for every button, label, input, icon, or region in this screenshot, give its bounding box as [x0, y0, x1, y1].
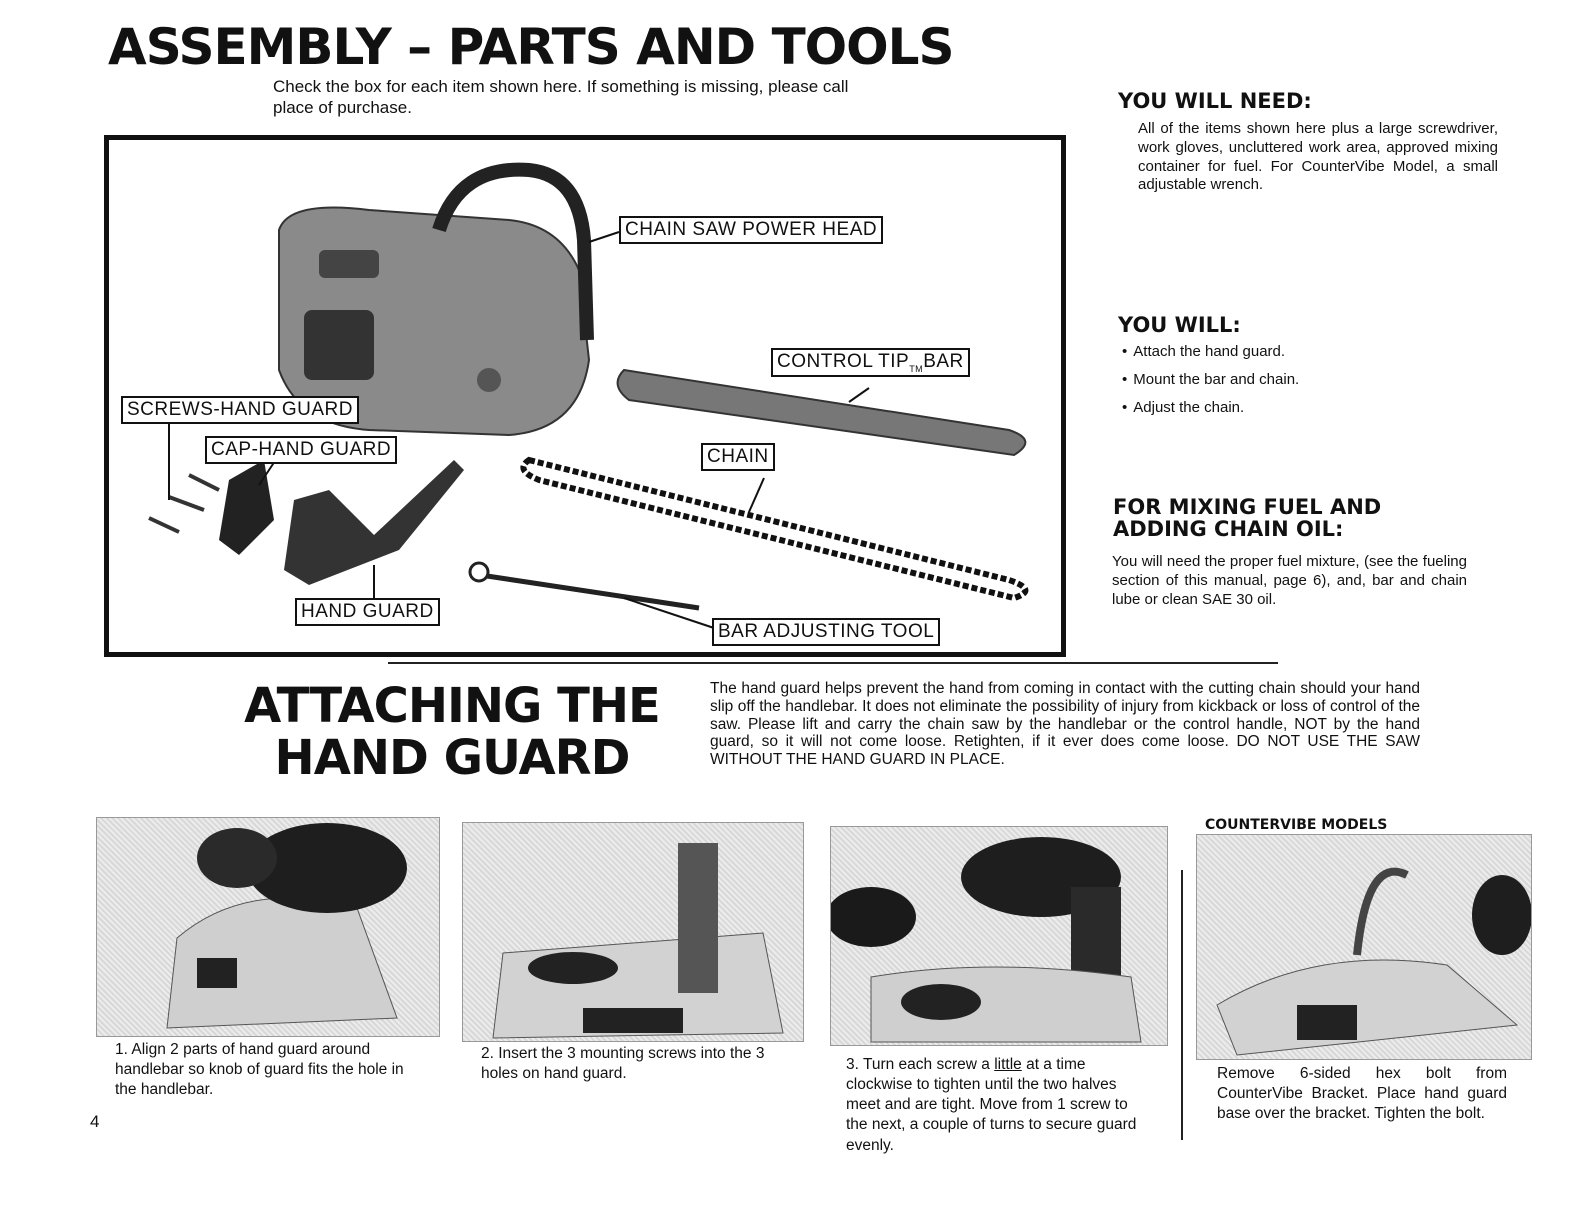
- step3-caption-post: at a time clockwise to tighten until the two halves meet and are tight. Move from 1 screw to the next, a couple of turns to secure guard evenly.: [846, 1056, 1137, 1154]
- divider: [388, 662, 1278, 664]
- step1-photo: [96, 817, 440, 1037]
- you-will-heading: YOU WILL:: [1118, 313, 1241, 337]
- list-item: • Mount the bar and chain.: [1122, 371, 1299, 388]
- step4-caption: Remove 6-sided hex bolt from CounterVibe Bracket. Place hand guard base over the bracket. Tighten the bolt.: [1217, 1065, 1507, 1123]
- control-tip-text: CONTROL TIP: [777, 351, 910, 372]
- fuel-heading: [1113, 496, 1381, 540]
- step3-photo-art: [831, 827, 1167, 1045]
- fuel-heading-line2: ADDING CHAIN OIL:: [1113, 517, 1344, 542]
- step3-caption-emphasis: little: [994, 1056, 1022, 1073]
- fuel-text: You will need the proper fuel mixture, (see the fueling section of this manual, page 6), and, bar and chain lube or clean SAE 30 oil.: [1112, 553, 1467, 608]
- step3-photo: [830, 826, 1168, 1046]
- bar-text: BAR: [923, 351, 964, 372]
- page-title: ASSEMBLY – PARTS AND TOOLS: [108, 18, 954, 76]
- countervibe-label: COUNTERVIBE MODELS: [1205, 817, 1388, 833]
- you-will-list: [1122, 343, 1299, 427]
- step2-caption: 2. Insert the 3 mounting screws into the 3 holes on hand guard.: [481, 1045, 765, 1083]
- attach-heading-line2: HAND GUARD: [274, 730, 630, 786]
- step2-photo-art: [463, 823, 803, 1041]
- label-cap-hand-guard: CAP-HAND GUARD: [205, 436, 397, 464]
- attach-heading: [218, 678, 686, 786]
- list-item: • Attach the hand guard.: [1122, 343, 1299, 360]
- label-screws-hand-guard: SCREWS-HAND GUARD: [121, 396, 359, 424]
- label-chain: CHAIN: [701, 443, 775, 471]
- step1-caption: 1. Align 2 parts of hand guard around handlebar so knob of guard fits the hole in the handlebar.: [115, 1041, 404, 1099]
- step3-caption-pre: 3. Turn each screw a: [846, 1056, 995, 1073]
- attach-heading-line1: ATTACHING THE: [244, 678, 660, 734]
- fuel-heading-line1: FOR MIXING FUEL AND: [1113, 495, 1382, 519]
- you-will-need-text: All of the items shown here plus a large screwdriver, work gloves, uncluttered work area, approved mixing container for fuel. For CounterVibe Model, a small adjustable wrench.: [1138, 120, 1498, 194]
- page-number: 4: [90, 1112, 100, 1131]
- parts-illustration-box: [104, 135, 1066, 657]
- step1-photo-art: [97, 818, 439, 1036]
- step4-photo: [1196, 834, 1532, 1060]
- intro-text: Check the box for each item shown here. If something is missing, please call place of purchase.: [273, 77, 849, 118]
- list-item: • Adjust the chain.: [1122, 399, 1299, 416]
- you-will-need-heading: YOU WILL NEED:: [1118, 89, 1312, 113]
- step2-photo: [462, 822, 804, 1042]
- label-control-tip-bar: [771, 348, 970, 377]
- trademark-mark: TM: [909, 363, 924, 374]
- label-bar-adjusting-tool: BAR ADJUSTING TOOL: [712, 618, 940, 646]
- tool-drawing: [470, 563, 699, 608]
- chain-drawing: [523, 460, 1025, 598]
- step4-photo-art: [1197, 835, 1531, 1059]
- step3-caption: [846, 1055, 1148, 1156]
- label-power-head: CHAIN SAW POWER HEAD: [619, 216, 883, 244]
- screws-drawing: [149, 475, 219, 532]
- attach-text: The hand guard helps prevent the hand from coming in contact with the cutting chain should your hand slip off the handlebar. It does not eliminate the possibility of injury from kickback or loss of control of the saw. Please lift and carry the chain saw by the handlebar or the control handle, NOT by the hand guard, so it will not come loose. Retighten, if it ever does come loose. DO NOT USE THE SAW WITHOUT THE HAND GUARD IN PLACE.: [710, 680, 1420, 769]
- label-hand-guard: HAND GUARD: [295, 598, 440, 626]
- vertical-divider: [1181, 870, 1183, 1140]
- bar-drawing: [618, 370, 1026, 455]
